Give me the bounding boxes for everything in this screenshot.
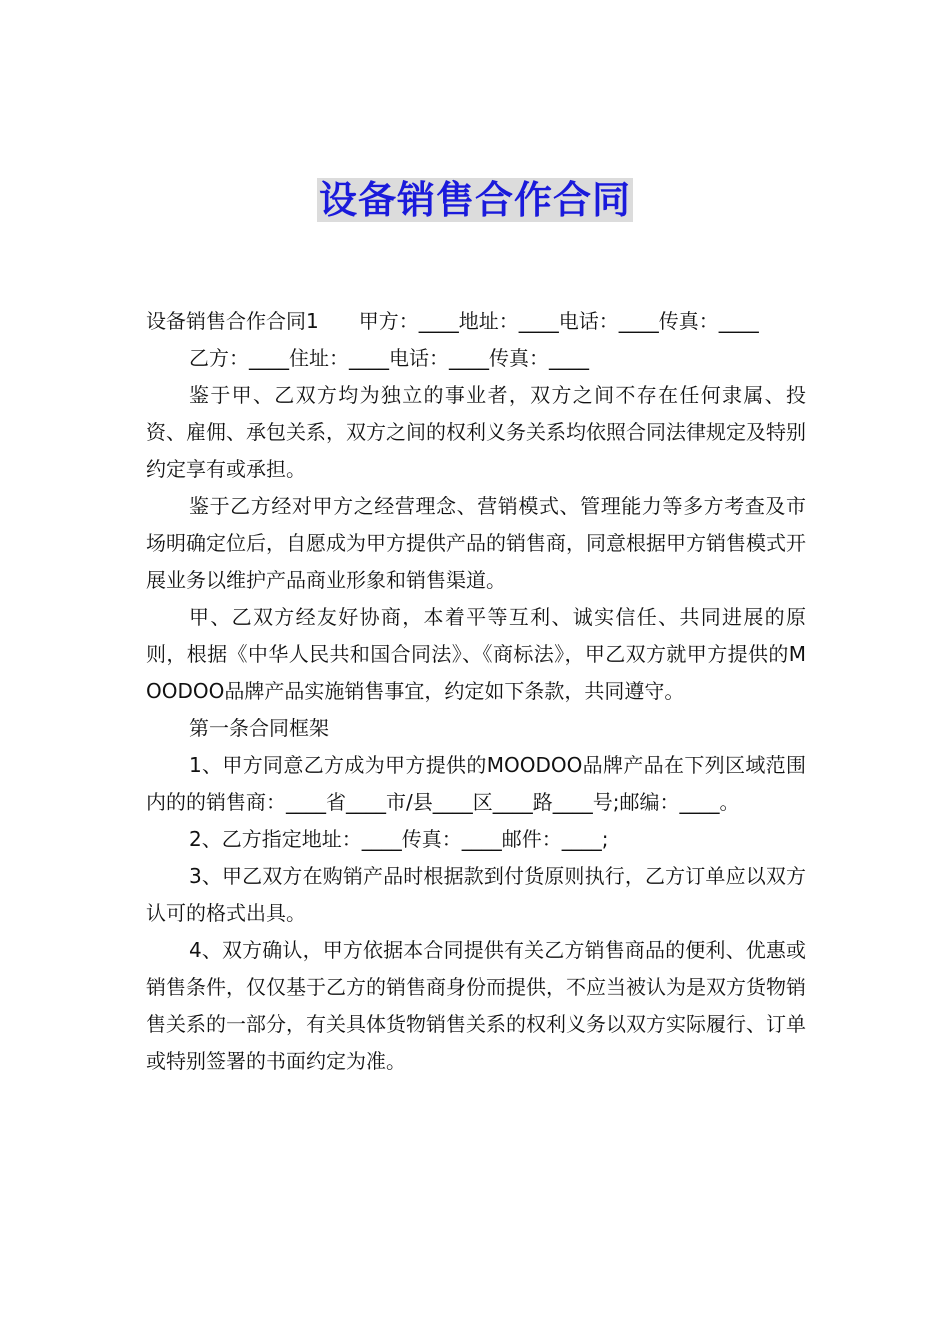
paragraph-positioning: 鉴于乙方经对甲方之经营理念、营销模式、管理能力等多方考查及市场明确定位后，自愿成为甲方提供产品的销售商，同意根据甲方销售模式开展业务以维护产品商业形象和销售渠道。 <box>146 494 806 592</box>
clause-3: 3、甲乙双方在购销产品时根据款到付货原则执行，乙方订单应以双方认可的格式出具。 <box>146 864 806 925</box>
clause-4: 4、双方确认，甲方依据本合同提供有关乙方销售商品的便利、优惠或销售条件，仅仅基于乙方的销售商身份而提供，不应当被认为是双方货物销售关系的一部分，有关具体货物销售关系的权利义务以双方实际履行、订单或特别签署的书面约定为准。 <box>146 938 806 1073</box>
paragraph-independence: 鉴于甲、乙双方均为独立的事业者，双方之间不存在任何隶属、投资、雇佣、承包关系，双方之间的权利义务关系均依照合同法律规定及特别约定享有或承担。 <box>146 383 806 481</box>
title-container <box>0 178 950 222</box>
clause-1: 1、甲方同意乙方成为甲方提供的MOODOO品牌产品在下列区域范围内的的销售商：____省____市/县____区____路____号;邮编：____。 <box>146 753 806 814</box>
paragraph-negotiation: 甲、乙双方经友好协商，本着平等互利、诚实信任、共同进展的原则，根据《中华人民共和国合同法》、《商标法》，甲乙双方就甲方提供的MOODOO品牌产品实施销售事宜，约定如下条款，共同遵守。 <box>146 605 806 703</box>
document-body <box>146 303 806 1080</box>
paragraph-party-b: 乙方：____住址：____电话：____传真：____ <box>189 346 589 370</box>
paragraph-party-a: 设备销售合作合同1 甲方：____地址：____电话：____传真：____ <box>146 309 759 333</box>
document-title: 设备销售合作合同 <box>318 178 631 222</box>
clause-2: 2、乙方指定地址：____传真：____邮件：____; <box>189 827 609 851</box>
article-one-heading: 第一条合同框架 <box>189 716 329 740</box>
